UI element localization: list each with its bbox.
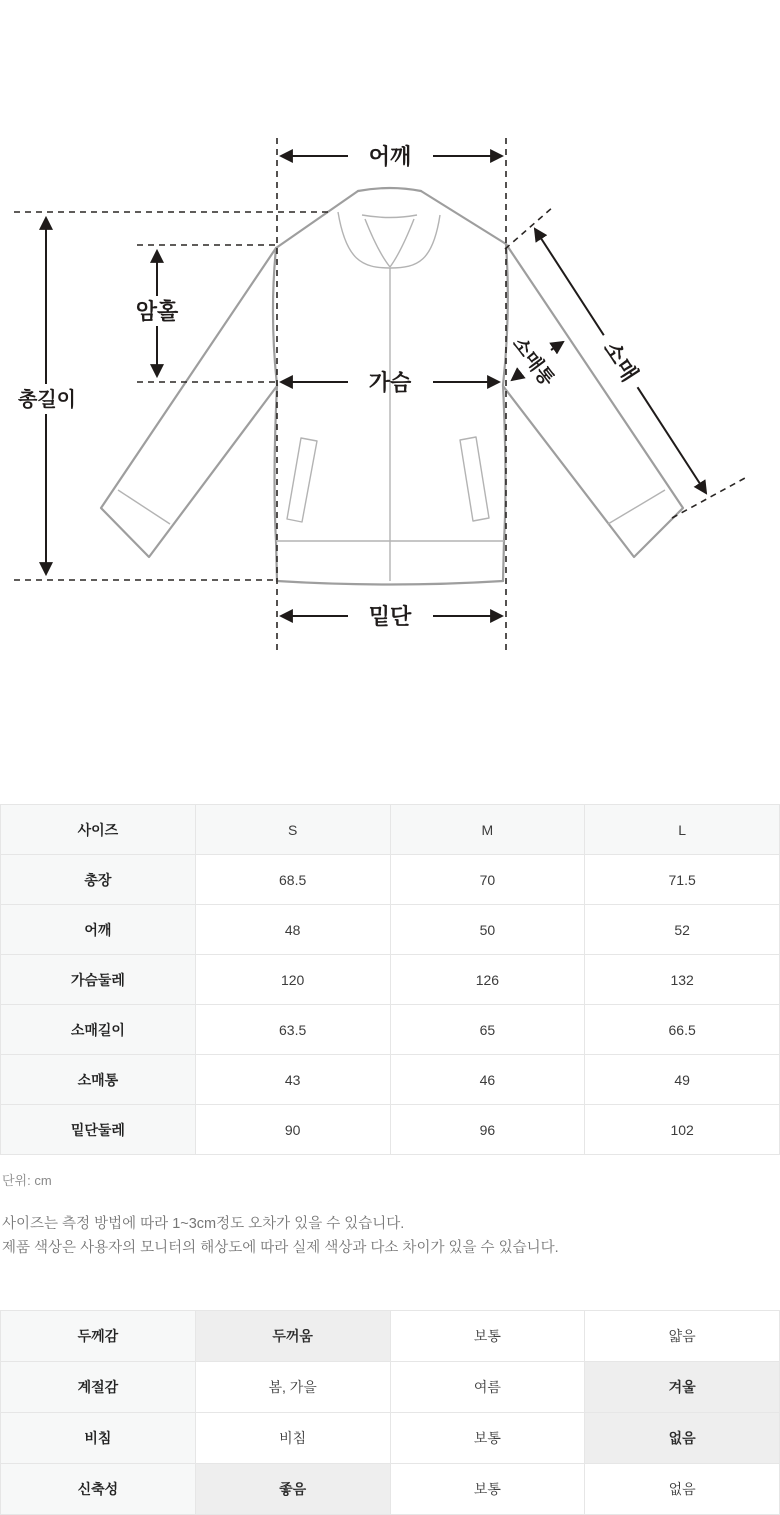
size-col-header-l: L — [585, 805, 780, 855]
size-col-header-s: S — [195, 805, 390, 855]
attr-option-cell: 좋음 — [195, 1464, 390, 1515]
size-row-shoulder — [1, 905, 780, 955]
size-value-cell: 70 — [390, 855, 585, 905]
size-value-cell: 132 — [585, 955, 780, 1005]
attr-label-cell: 두께감 — [1, 1311, 196, 1362]
sleeve-width-label: 소매통 — [507, 333, 558, 391]
size-value-cell: 102 — [585, 1105, 780, 1155]
sleeve-width-arrow-upper — [551, 342, 563, 350]
left-sleeve — [101, 248, 277, 557]
sleeve-width-label-group — [508, 332, 560, 390]
disclaimer-line-2: 제품 색상은 사용자의 모니터의 해상도에 따라 실제 색상과 다소 차이가 있을 수 있습니다. — [2, 1240, 559, 1256]
measure-label-cell: 가슴둘레 — [1, 955, 196, 1005]
size-value-cell: 43 — [195, 1055, 390, 1105]
size-value-cell: 68.5 — [195, 855, 390, 905]
size-col-header-m: M — [390, 805, 585, 855]
hem-label: 밑단 — [368, 604, 412, 629]
attr-option-cell: 두꺼움 — [195, 1311, 390, 1362]
attr-row-elasticity — [1, 1464, 780, 1515]
chest-label: 가슴 — [368, 370, 412, 395]
size-value-cell: 96 — [390, 1105, 585, 1155]
sleeve-label-group — [593, 327, 649, 394]
collar-band-line — [362, 215, 417, 218]
attr-option-cell: 얇음 — [585, 1311, 780, 1362]
collar-top-line — [358, 188, 421, 191]
size-table — [0, 804, 780, 1155]
sleeve-guide-top — [505, 207, 553, 249]
size-row-hem — [1, 1105, 780, 1155]
total-length-label: 총길이 — [18, 389, 76, 411]
shoulder-label: 어깨 — [368, 144, 412, 169]
size-table-corner-header: 사이즈 — [1, 805, 196, 855]
attr-option-cell: 겨울 — [585, 1362, 780, 1413]
neckline-outer-curve — [338, 212, 440, 268]
right-cuff-band-line — [608, 490, 665, 524]
attr-option-cell: 없음 — [585, 1413, 780, 1464]
attr-option-cell: 보통 — [390, 1464, 585, 1515]
size-value-cell: 46 — [390, 1055, 585, 1105]
size-value-cell: 49 — [585, 1055, 780, 1105]
size-value-cell: 71.5 — [585, 855, 780, 905]
lapel-right-line — [390, 219, 414, 267]
attr-row-season — [1, 1362, 780, 1413]
size-row-sleeve-length — [1, 1005, 780, 1055]
left-pocket — [287, 438, 317, 522]
size-value-cell: 50 — [390, 905, 585, 955]
size-row-sleeve-width — [1, 1055, 780, 1105]
attr-label-cell: 계절감 — [1, 1362, 196, 1413]
sleeve-label: 소매 — [598, 336, 643, 386]
measure-label-cell: 어깨 — [1, 905, 196, 955]
sleeve-width-arrow-lower — [512, 373, 521, 380]
size-value-cell: 66.5 — [585, 1005, 780, 1055]
sleeve-guide-bottom — [672, 478, 745, 518]
size-table-header-row — [1, 805, 780, 855]
attr-option-cell: 보통 — [390, 1413, 585, 1464]
right-pocket — [460, 437, 489, 521]
unit-note: 단위: cm — [2, 1173, 52, 1188]
measure-label-cell: 총장 — [1, 855, 196, 905]
product-attribute-table — [0, 1310, 780, 1515]
size-value-cell: 65 — [390, 1005, 585, 1055]
size-value-cell: 120 — [195, 955, 390, 1005]
measure-label-cell: 밑단둘레 — [1, 1105, 196, 1155]
attr-label-cell: 비침 — [1, 1413, 196, 1464]
size-value-cell: 63.5 — [195, 1005, 390, 1055]
size-value-cell: 52 — [585, 905, 780, 955]
size-row-chest — [1, 955, 780, 1005]
attr-label-cell: 신축성 — [1, 1464, 196, 1515]
right-sleeve — [503, 244, 683, 557]
size-value-cell: 48 — [195, 905, 390, 955]
size-row-total-length — [1, 855, 780, 905]
size-disclaimer — [2, 1212, 780, 1260]
attr-row-thickness — [1, 1311, 780, 1362]
attr-option-cell: 없음 — [585, 1464, 780, 1515]
attr-option-cell: 봄, 가을 — [195, 1362, 390, 1413]
measure-label-cell: 소매통 — [1, 1055, 196, 1105]
left-cuff-band-line — [118, 490, 170, 524]
spacer — [0, 1260, 780, 1310]
lapel-left-line — [365, 219, 390, 267]
attr-option-cell: 비침 — [195, 1413, 390, 1464]
attr-option-cell: 보통 — [390, 1311, 585, 1362]
disclaimer-line-1: 사이즈는 측정 방법에 따라 1~3cm정도 오차가 있을 수 있습니다. — [2, 1216, 405, 1232]
measure-label-cell: 소매길이 — [1, 1005, 196, 1055]
measure-labels — [14, 144, 650, 629]
size-value-cell: 90 — [195, 1105, 390, 1155]
size-value-cell: 126 — [390, 955, 585, 1005]
armhole-label: 암홀 — [135, 299, 179, 324]
attr-row-sheerness — [1, 1413, 780, 1464]
right-shoulder-seam — [421, 191, 506, 244]
hem-bottom-edge — [277, 581, 503, 585]
attr-option-cell: 여름 — [390, 1362, 585, 1413]
